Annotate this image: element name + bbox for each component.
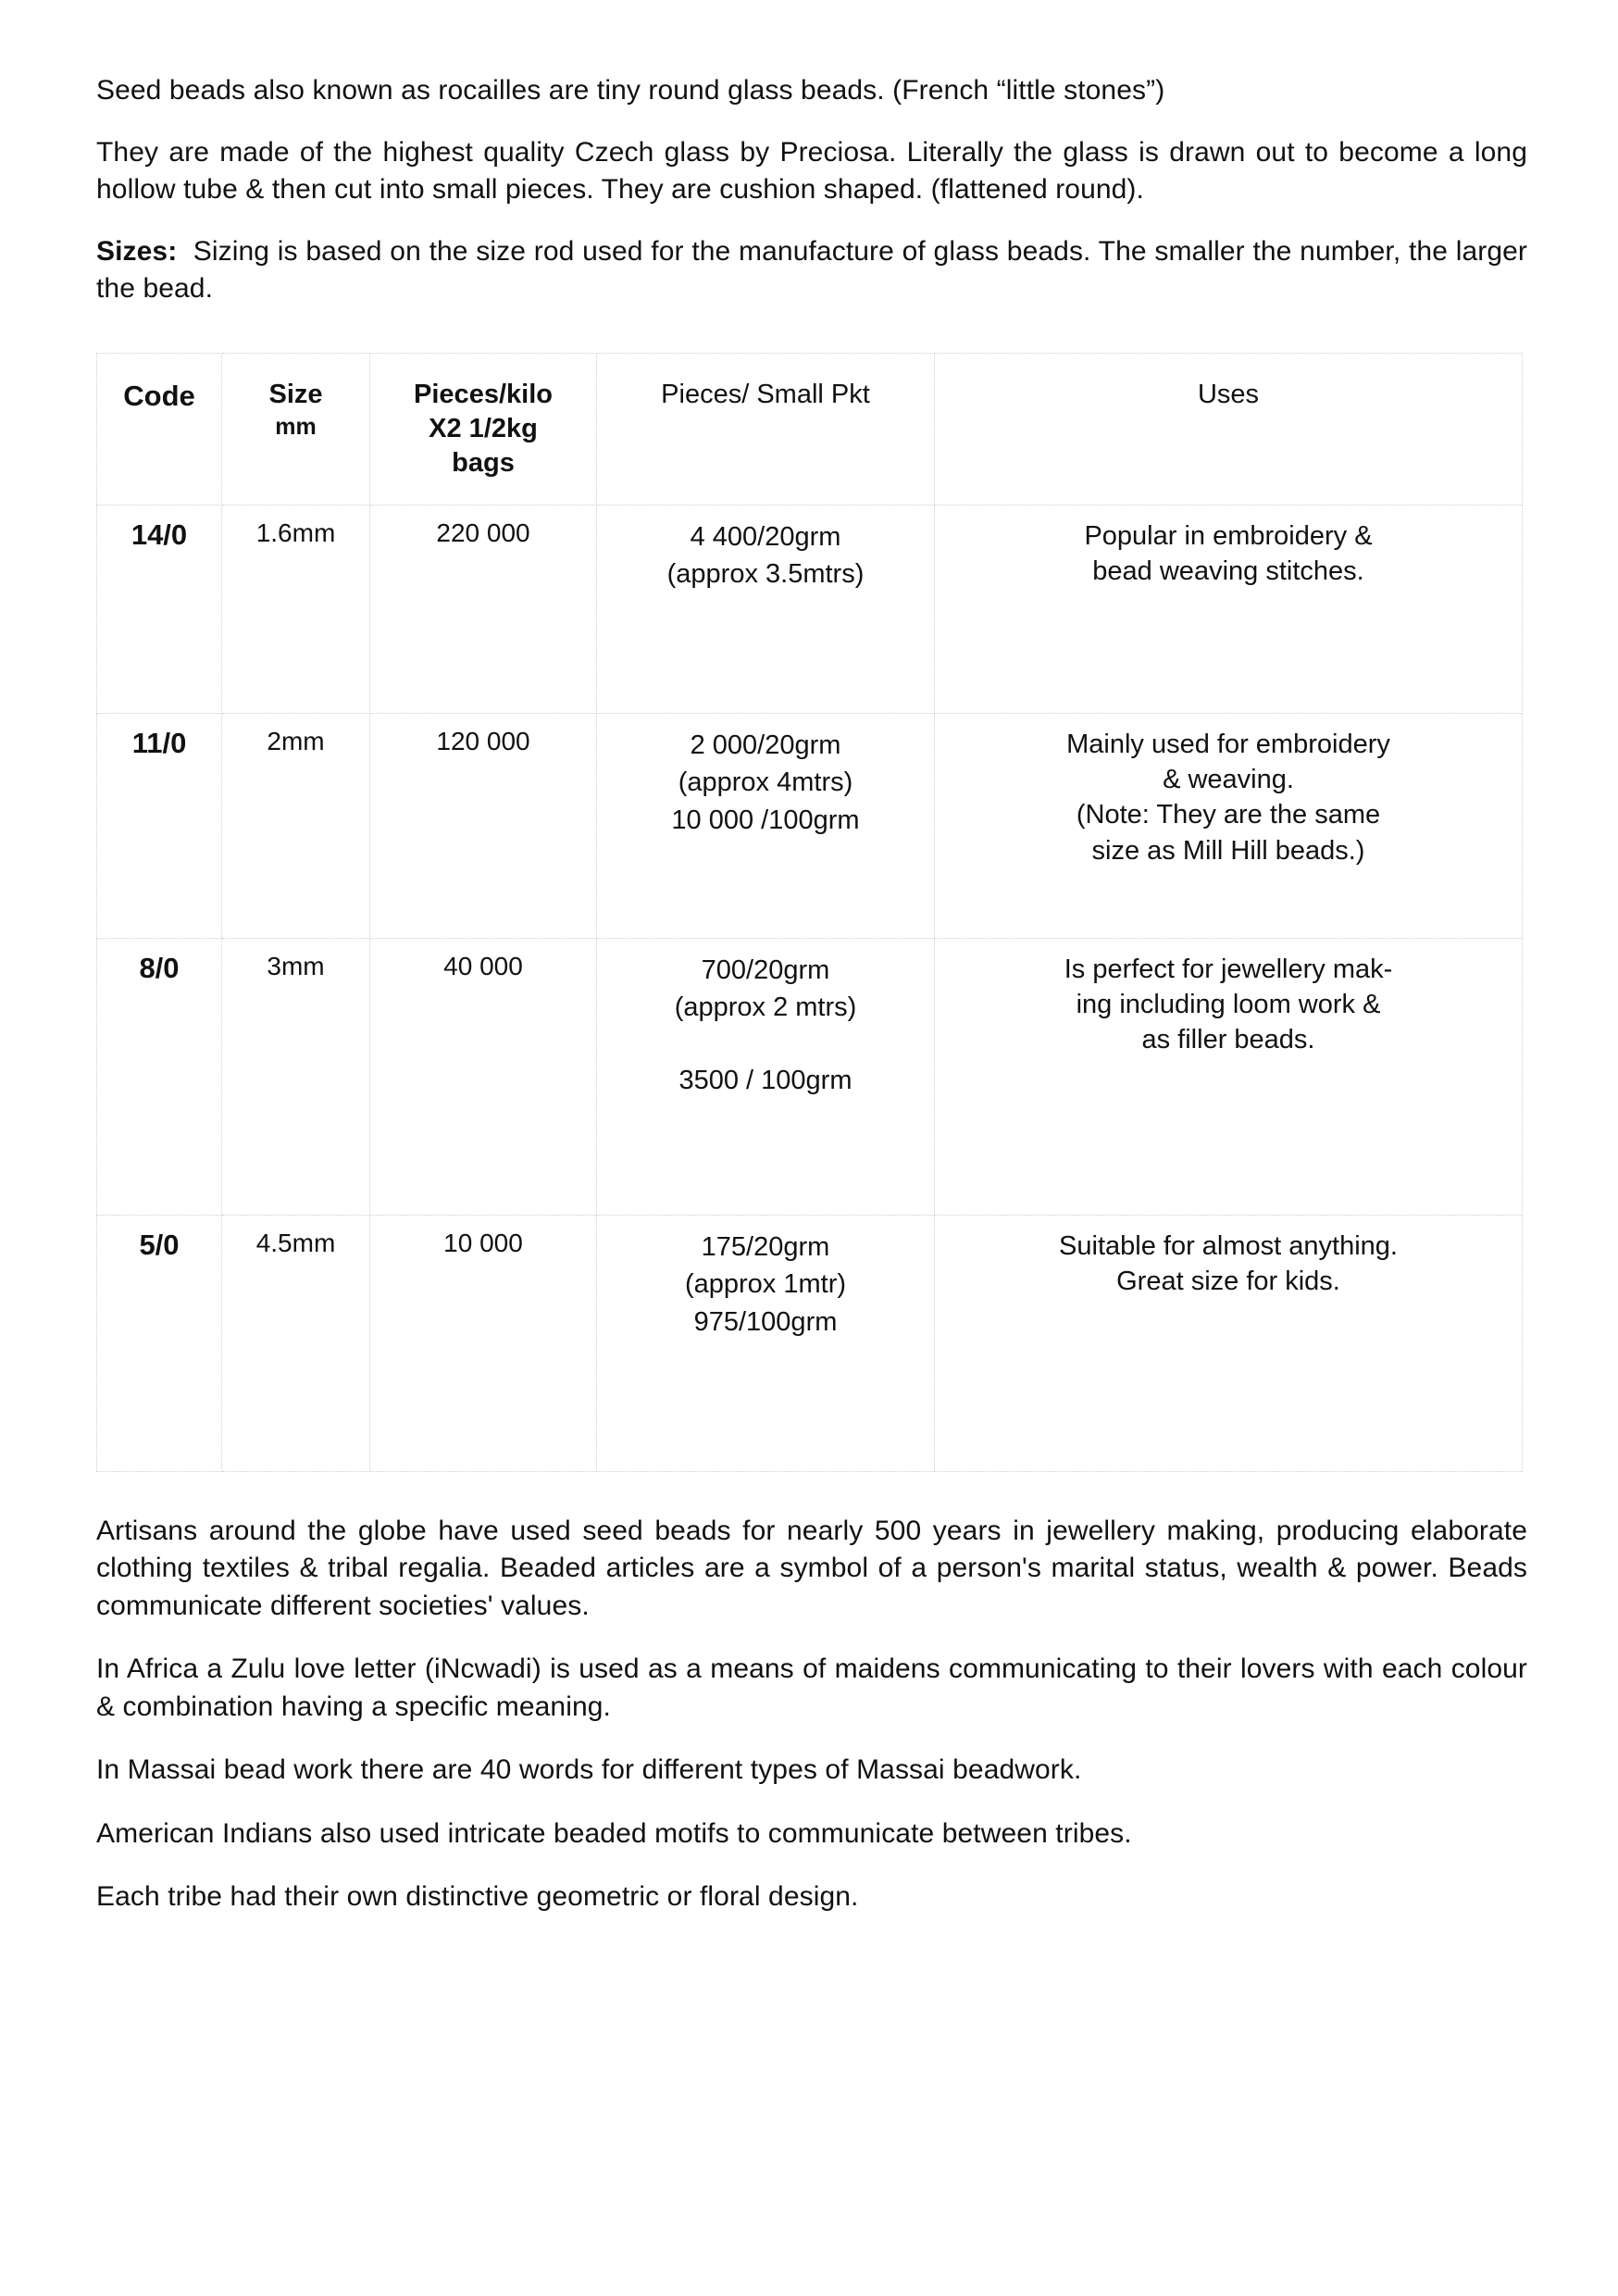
cell-uses	[935, 505, 1523, 713]
history-section	[96, 1513, 1527, 1916]
sizes-label: Sizes:	[96, 235, 178, 267]
cell-uses	[935, 1215, 1523, 1471]
cell-small-pkt	[597, 505, 935, 713]
table-header-row	[97, 353, 1523, 505]
cell-small-pkt	[597, 938, 935, 1215]
bead-sizes-table	[96, 353, 1523, 1472]
uses-line2: bead weaving stitches.	[1092, 556, 1364, 587]
cell-pieces-per-kilo: 10 000	[370, 1215, 597, 1471]
document-content	[96, 72, 1527, 1942]
uses-line1: Is perfect for jewellery mak-	[1064, 954, 1393, 984]
small-pkt-line2: (approx 1mtr)	[684, 1269, 847, 1300]
cell-size: 4.5mm	[222, 1215, 370, 1471]
spacer	[604, 1027, 927, 1062]
uses-line4: size as Mill Hill beads.)	[1091, 835, 1365, 866]
header-size	[222, 353, 370, 505]
cell-size: 1.6mm	[222, 505, 370, 713]
uses-line1: Suitable for almost anything.	[1059, 1230, 1398, 1261]
header-uses: Uses	[935, 353, 1523, 505]
small-pkt-line1: 700/20grm	[701, 955, 830, 985]
cell-uses	[935, 713, 1523, 938]
cell-code: 5/0	[97, 1215, 222, 1471]
table-row	[97, 1215, 1523, 1471]
cell-code: 14/0	[97, 505, 222, 713]
sizes-text: Sizing is based on the size rod used for the manufacture of glass beads. The smaller the number, the larger the bead.	[96, 235, 1527, 304]
uses-line2: ing including loom work &	[1076, 990, 1381, 1020]
history-paragraph-1: Artisans around the globe have used seed beads for nearly 500 years in jewellery making, producing elaborate clothing textiles & tribal regalia. Beaded articles are a symbol of a person's marital status, wealth & power. Beads communicate different societies' values.	[96, 1515, 1527, 1621]
header-small-pkt: Pieces/ Small Pkt	[597, 353, 935, 505]
cell-code: 8/0	[97, 938, 222, 1215]
header-pieces-line3: bags	[452, 447, 515, 478]
small-pkt-line1: 175/20grm	[701, 1231, 830, 1262]
small-pkt-line1: 4 400/20grm	[690, 521, 841, 552]
small-pkt-line3: 3500 / 100grm	[678, 1066, 853, 1096]
cell-pieces-per-kilo: 120 000	[370, 713, 597, 938]
header-pieces-line2: X2 1/2kg	[429, 413, 538, 443]
history-paragraph-3: In Massai bead work there are 40 words for different types of Massai beadwork.	[96, 1754, 1082, 1786]
uses-line2: Great size for kids.	[1116, 1267, 1340, 1297]
cell-pieces-per-kilo: 220 000	[370, 505, 597, 713]
small-pkt-line2: (approx 4mtrs)	[678, 767, 853, 798]
uses-line3: (Note: They are the same	[1076, 800, 1381, 830]
uses-line1: Mainly used for embroidery	[1066, 729, 1390, 759]
header-pieces-per-kilo	[370, 353, 597, 505]
small-pkt-line1: 2 000/20grm	[690, 730, 841, 760]
intro-paragraph-2: They are made of the highest quality Czech glass by Preciosa. Literally the glass is drawn out to become a long hollow tube & then cut into small pieces. They are cushion shaped. (flattened round).	[96, 136, 1527, 205]
sizes-paragraph	[96, 233, 1527, 308]
intro-paragraph-1: Seed beads also known as rocailles are tiny round glass beads. (French “little stones”)	[96, 75, 1165, 106]
cell-uses	[935, 938, 1523, 1215]
header-size-unit: mm	[275, 413, 317, 440]
uses-line1: Popular in embroidery &	[1084, 520, 1373, 551]
history-paragraph-2: In Africa a Zulu love letter (iNcwadi) is used as a means of maidens communicating to their lovers with each colour & combination having a specific meaning.	[96, 1653, 1527, 1722]
history-paragraph-4: American Indians also used intricate beaded motifs to communicate between tribes.	[96, 1817, 1132, 1849]
uses-line2: & weaving.	[1163, 765, 1294, 795]
small-pkt-line2: (approx 2 mtrs)	[674, 992, 857, 1023]
table-row	[97, 713, 1523, 938]
cell-small-pkt	[597, 713, 935, 938]
history-paragraph-5: Each tribe had their own distinctive geometric or floral design.	[96, 1881, 859, 1913]
table-row	[97, 505, 1523, 713]
cell-pieces-per-kilo: 40 000	[370, 938, 597, 1215]
cell-code: 11/0	[97, 713, 222, 938]
cell-small-pkt	[597, 1215, 935, 1471]
table-row	[97, 938, 1523, 1215]
small-pkt-line3: 10 000 /100grm	[671, 805, 860, 836]
cell-size: 2mm	[222, 713, 370, 938]
uses-line3: as filler beads.	[1141, 1025, 1315, 1055]
header-code: Code	[97, 353, 222, 505]
header-pieces-line1: Pieces/kilo	[414, 379, 553, 409]
small-pkt-line3: 975/100grm	[693, 1307, 838, 1338]
header-size-main: Size	[268, 379, 323, 409]
small-pkt-line2: (approx 3.5mtrs)	[666, 559, 865, 590]
cell-size: 3mm	[222, 938, 370, 1215]
